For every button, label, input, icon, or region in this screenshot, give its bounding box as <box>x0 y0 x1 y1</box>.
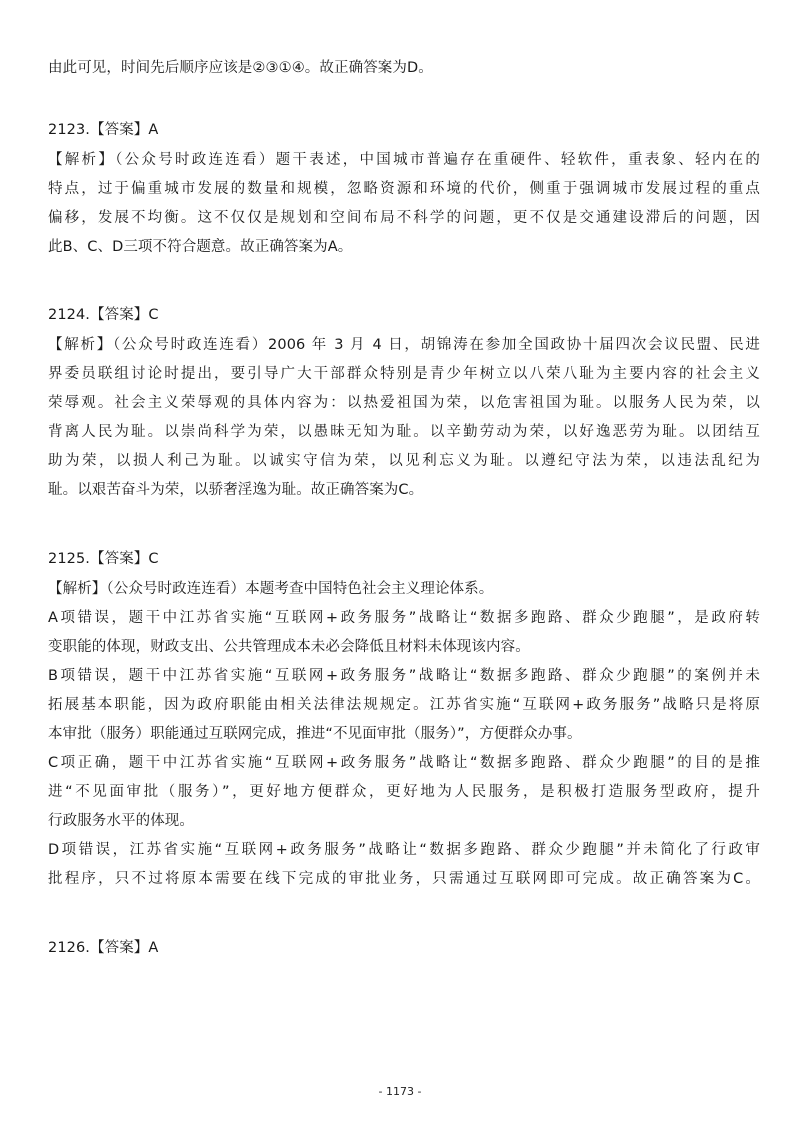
option-c-analysis: 进“不见面审批（服务）”，更好地方便群众，更好地为人民服务，是积极打造服务型政府，提升 <box>48 784 760 800</box>
option-b-analysis: 本审批（服务）职能通过互联网完成，推进“不见面审批（服务）”，方便群众办事。 <box>48 726 582 742</box>
explanation-line: 荣辱观。社会主义荣辱观的具体内容为：以热爱祖国为荣，以危害祖国为耻。以服务人民为荣，以 <box>48 395 760 411</box>
explanation-line: 【解析】（公众号时政连连看）本题考查中国特色社会主义理论体系。 <box>48 581 494 597</box>
option-b-analysis: B项错误，题干中江苏省实施“互联网+政务服务”战略让“数据多跑路、群众少跑腿”的案例并未 <box>48 668 760 684</box>
explanation-line: 偏移，发展不均衡。这不仅仅是规划和空间布局不科学的问题，更不仅是交通建设滞后的问题，因 <box>48 210 760 226</box>
explanation-line: 背离人民为耻。以崇尚科学为荣，以愚昧无知为耻。以辛勤劳动为荣，以好逸恶劳为耻。以团结互 <box>48 424 760 440</box>
option-c-analysis: 行政服务水平的体现。 <box>48 813 194 829</box>
answer-heading-2125: 2125.【答案】C <box>48 551 159 567</box>
intro-text: 由此可见，时间先后顺序应该是②③①④。故正确答案为D。 <box>48 60 433 76</box>
option-a-analysis: 变职能的体现，财政支出、公共管理成本未必会降低且材料未体现该内容。 <box>48 639 530 655</box>
explanation-line: 特点，过于偏重城市发展的数量和规模，忽略资源和环境的代价，侧重于强调城市发展过程的重点 <box>48 181 760 197</box>
explanation-line: 助为荣，以损人利己为耻。以诚实守信为荣，以见利忘义为耻。以遵纪守法为荣，以违法乱纪为 <box>48 453 760 469</box>
explanation-line: 此B、C、D三项不符合题意。故正确答案为A。 <box>48 239 353 255</box>
page-number: - 1173 - <box>378 1085 422 1098</box>
option-d-analysis: 批程序，只不过将原本需要在线下完成的审批业务，只需通过互联网即可完成。故正确答案为C。 <box>48 871 760 887</box>
answer-heading-2123: 2123.【答案】A <box>48 122 159 138</box>
explanation-line: 【解析】（公众号时政连连看）2006 年 3 月 4 日，胡锦涛在参加全国政协十届四次会议民盟、民进 <box>48 337 760 353</box>
answer-heading-2126: 2126.【答案】A <box>48 940 159 956</box>
explanation-line: 【解析】（公众号时政连连看）题干表述，中国城市普遍存在重硬件、轻软件，重表象、轻内在的 <box>48 152 760 168</box>
explanation-line: 耻。以艰苦奋斗为荣，以骄奢淫逸为耻。故正确答案为C。 <box>48 482 424 498</box>
explanation-line: 界委员联组讨论时提出，要引导广大干部群众特别是青少年树立以八荣八耻为主要内容的社会主义 <box>48 366 760 382</box>
answer-heading-2124: 2124.【答案】C <box>48 307 159 323</box>
option-b-analysis: 拓展基本职能，因为政府职能由相关法律法规规定。江苏省实施“互联网+政务服务”战略只是将原 <box>48 697 760 713</box>
option-d-analysis: D项错误，江苏省实施“互联网+政务服务”战略让“数据多跑路、群众少跑腿”并未简化了行政审 <box>48 842 760 858</box>
option-a-analysis: A项错误，题干中江苏省实施“互联网+政务服务”战略让“数据多跑路、群众少跑腿”，是政府转 <box>48 610 760 626</box>
option-c-analysis: C项正确，题干中江苏省实施“互联网+政务服务”战略让“数据多跑路、群众少跑腿”的目的是推 <box>48 755 760 771</box>
